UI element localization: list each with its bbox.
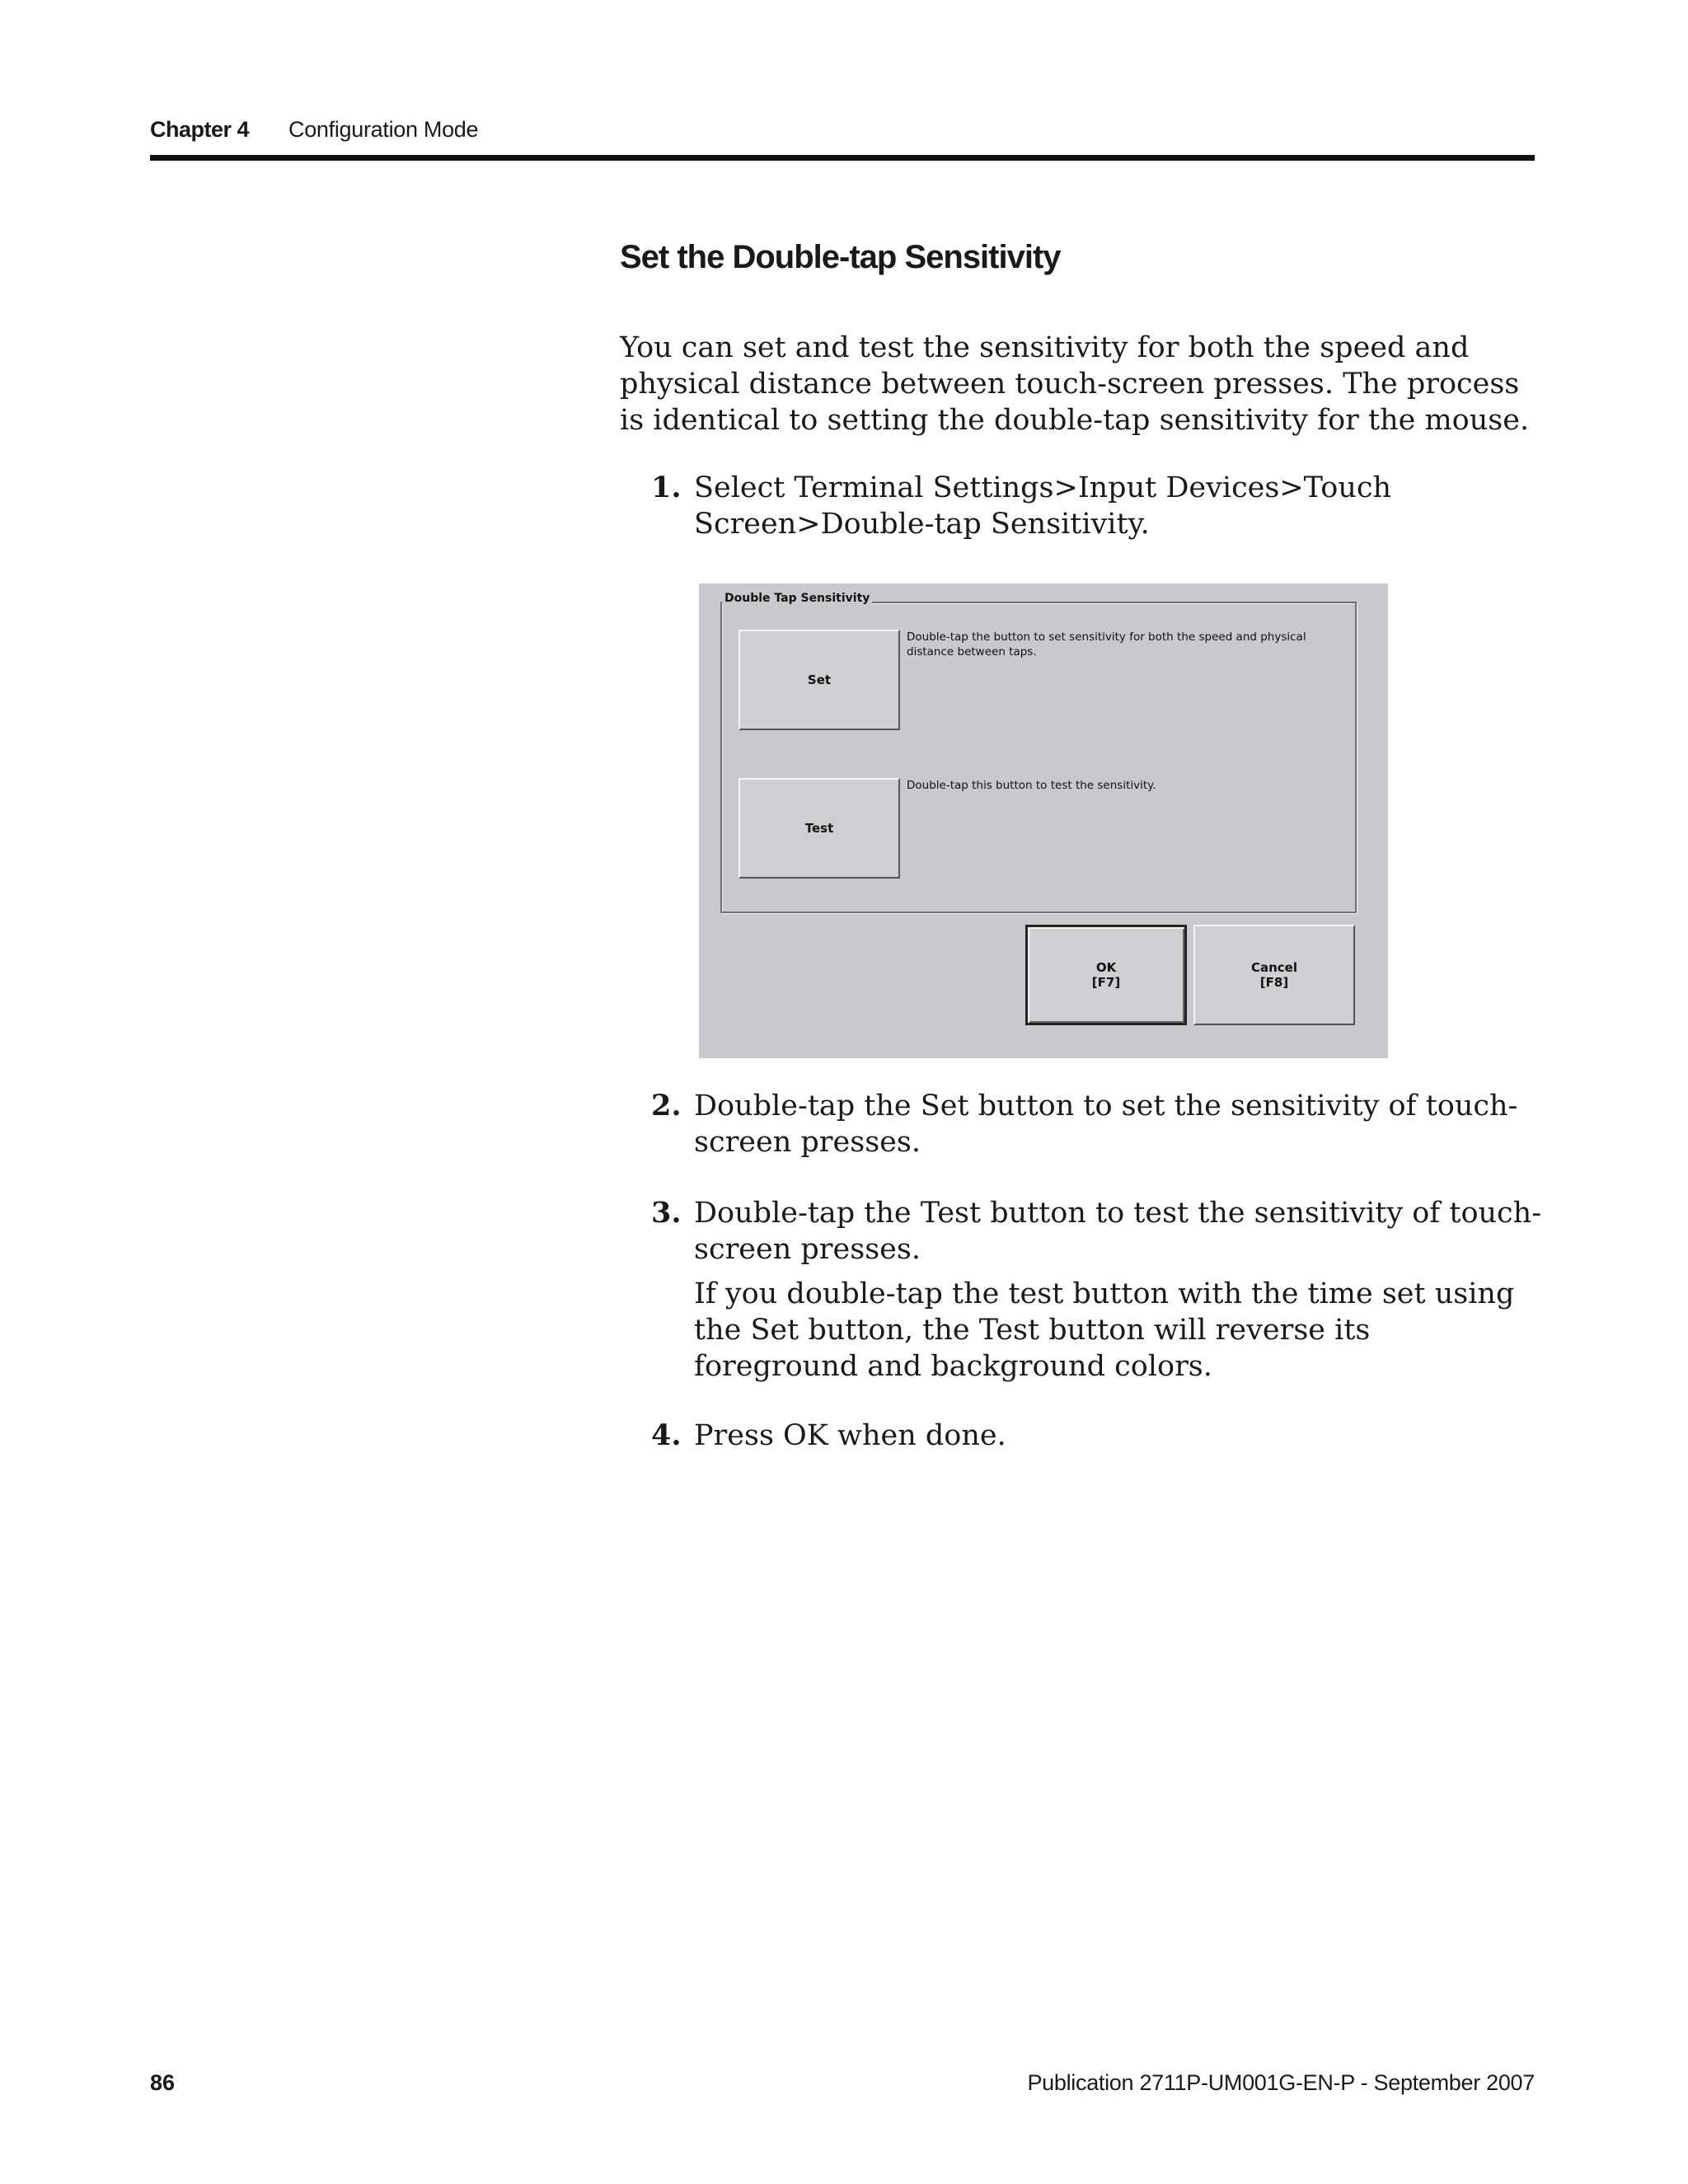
step-text: Double-tap the Test button to test the sensitivity of touch-screen presses. bbox=[694, 1197, 1542, 1266]
step-text: Double-tap the Set button to set the sensitivity of touch-screen presses. bbox=[694, 1090, 1518, 1159]
group-title: Double Tap Sensitivity bbox=[722, 592, 872, 605]
step-number: 1. bbox=[651, 471, 682, 504]
section-label: Configuration Mode bbox=[288, 117, 479, 142]
step-number: 3. bbox=[651, 1196, 682, 1230]
cancel-shortcut: [F8] bbox=[1259, 975, 1289, 990]
ok-label: OK bbox=[1095, 960, 1117, 975]
ok-shortcut: [F7] bbox=[1091, 975, 1121, 990]
ok-button[interactable] bbox=[1025, 925, 1187, 1025]
page-number: 86 bbox=[150, 2070, 176, 2095]
dialog-screenshot bbox=[699, 583, 1388, 1058]
test-description: Double-tap this button to test the sensitivity. bbox=[907, 779, 1156, 792]
page-header bbox=[150, 117, 1535, 163]
step-number: 2. bbox=[651, 1089, 682, 1122]
intro-paragraph: You can set and test the sensitivity for both the speed and physical distance between touch-screen presses. The process is identical to setting the double-tap sensitivity for the mouse. bbox=[620, 331, 1530, 437]
step-text: Press OK when done. bbox=[694, 1419, 1006, 1452]
step-number: 4. bbox=[651, 1418, 682, 1452]
chapter-label: Chapter 4 bbox=[150, 117, 250, 142]
step-note: If you double-tap the test button with the time set using the Set button, the Test button will reverse its foreground and background colors. bbox=[694, 1277, 1515, 1383]
test-button[interactable]: Test bbox=[738, 778, 900, 879]
header-rule bbox=[150, 155, 1535, 161]
cancel-label: Cancel bbox=[1250, 960, 1297, 975]
set-description: Double-tap the button to set sensitivity for both the speed and physical distance between taps. bbox=[907, 630, 1306, 658]
page-title: Set the Double-tap Sensitivity bbox=[620, 239, 1061, 275]
set-button[interactable]: Set bbox=[738, 630, 900, 730]
step-text: Select Terminal Settings>Input Devices>Touch Screen>Double-tap Sensitivity. bbox=[694, 471, 1392, 541]
page-footer bbox=[150, 2070, 1535, 2103]
cancel-button[interactable] bbox=[1193, 925, 1355, 1025]
publication-info: Publication 2711P-UM001G-EN-P - September 2007 bbox=[1027, 2070, 1535, 2095]
